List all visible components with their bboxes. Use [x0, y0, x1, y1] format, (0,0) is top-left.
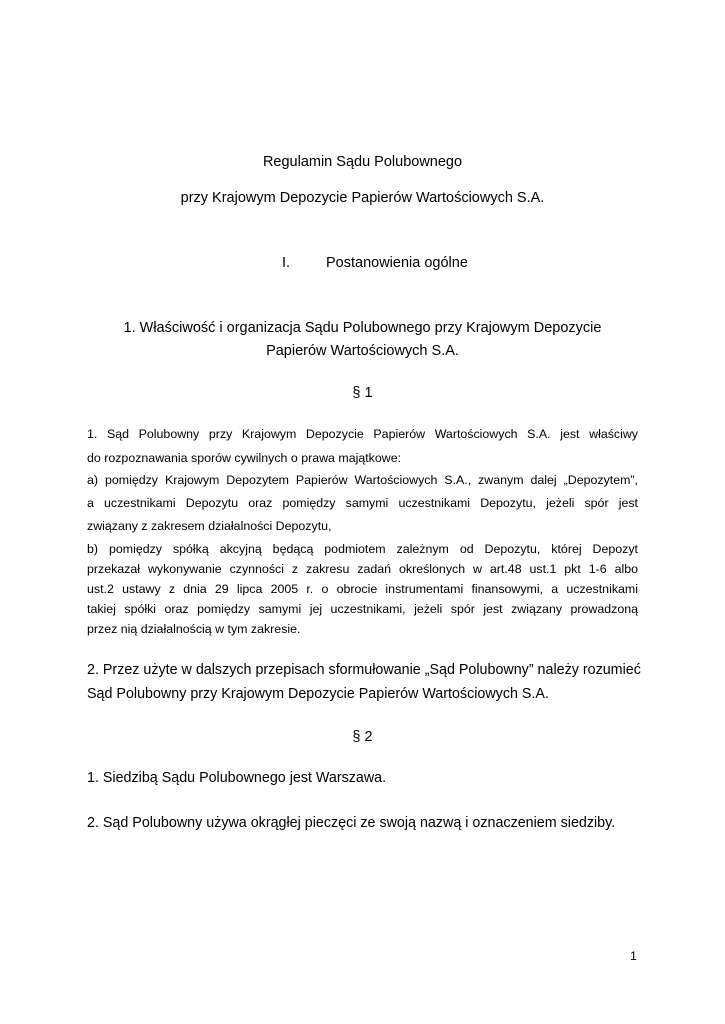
text-line: a) pomiędzy Krajowym Depozytem Papierów Wartościowych S.A., zwanym dalej „Depozytem”,	[87, 473, 638, 487]
text-line: 2. Przez użyte w dalszych przepisach sformułowanie „Sąd Polubowny” należy rozumieć	[87, 662, 641, 678]
page-number: 1	[630, 949, 637, 963]
text-line: 1. Sąd Polubowny przy Krajowym Depozycie Papierów Wartościowych S.A. jest właściwy	[87, 427, 638, 441]
section-heading-line1: 1. Właściwość i organizacja Sądu Polubownego przy Krajowym Depozycie	[123, 320, 602, 336]
text-line: do rozpoznawania sporów cywilnych o prawa majątkowe:	[87, 451, 402, 465]
section-heading-line2: Papierów Wartościowych S.A.	[266, 343, 459, 359]
text-line: b) pomiędzy spółką akcyjną będącą podmiotem zależnym od Depozytu, której Depozyt	[87, 542, 638, 556]
text-line: przekazał wykonywanie czynności z zakresu zadań określonych w art.48 ust.1 pkt 1-6 albo	[87, 562, 638, 576]
paragraph-sign-2: § 2	[352, 729, 373, 745]
text-line: takiej spółki oraz pomiędzy samymi jej uczestnikami, jeżeli spór jest związany prowadzoną	[87, 602, 638, 616]
text-line: Sąd Polubowny przy Krajowym Depozycie Papierów Wartościowych S.A.	[87, 686, 549, 702]
document-subtitle: przy Krajowym Depozycie Papierów Wartościowych S.A.	[180, 190, 545, 206]
paragraph-2-point-2: 2. Sąd Polubowny używa okrągłej pieczęci ze swoją nazwą i oznaczeniem siedziby.	[87, 815, 616, 831]
chapter-title: Postanowienia ogólne	[326, 255, 468, 271]
text-line: związany z zakresem działalności Depozytu,	[87, 519, 332, 533]
text-line: a uczestnikami Depozytu oraz pomiędzy samymi uczestnikami Depozytu, jeżeli spór jest	[87, 496, 638, 510]
text-line: ust.2 ustawy z dnia 29 lipca 2005 r. o obrocie instrumentami finansowymi, a uczestnikami	[87, 582, 638, 596]
text-line: przez nią działalnością w tym zakresie.	[87, 622, 301, 636]
paragraph-sign-1: § 1	[352, 385, 373, 401]
paragraph-2-point-1: 1. Siedzibą Sądu Polubownego jest Warszawa.	[87, 770, 387, 786]
chapter-number: I.	[282, 255, 291, 271]
document-title: Regulamin Sądu Polubownego	[262, 154, 463, 170]
